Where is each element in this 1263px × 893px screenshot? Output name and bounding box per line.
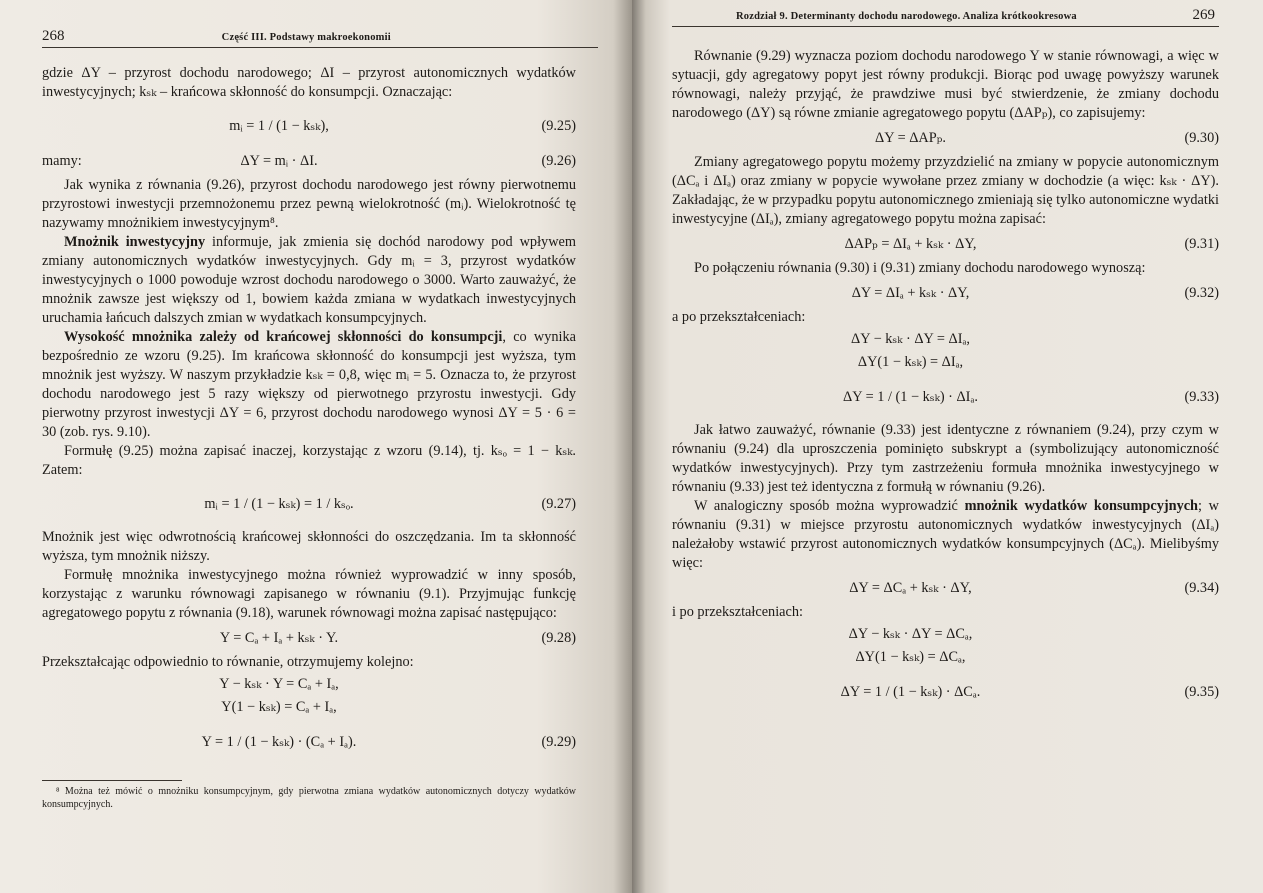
equation-formula: ΔY = ΔIₐ + kₛₖ · ΔY, <box>851 284 970 301</box>
equation-9-33 <box>672 377 1219 417</box>
equation-formula: Y − kₛₖ · Y = Cₐ + Iₐ, <box>219 675 339 692</box>
paragraph: Mnożnik inwestycyjny informuje, jak zmienia się dochód narodowy pod wpływem zmiany autonomicznych wydatków inwestycyjnych. Gdy mᵢ = 3, przyrost wydatków inwestycyjnych o 1000 powoduje wzrost dochodu narodowego o 3000. Warto zauważyć, że mnożnik zawsze jest większy od 1, bowiem każda zmiana w wydatkach inwestycyjnych uruchamia łańcuch dalszych zmian w wydatkach konsumpcyjnych. <box>42 234 576 326</box>
paragraph: gdzie ΔY – przyrost dochodu narodowego; ΔI – przyrost autonomicznych wydatków inwestycyjnych; kₛₖ – krańcowa skłonność do konsumpcji. Oznaczając: <box>42 65 576 100</box>
page-number: 269 <box>1192 7 1215 23</box>
equation-number: (9.33) <box>1184 388 1219 405</box>
running-head: Część III. Podstawy makroekonomii <box>221 32 391 43</box>
paragraph: Mnożnik jest więc odwrotnością krańcowej skłonności do oszczędzania. Im ta skłonność wyższa, tym mnożnik niższy. <box>42 529 576 564</box>
paragraph: Równanie (9.29) wyznacza poziom dochodu narodowego Y w stanie równowagi, a więc w sytuacji, gdy agregatowy popyt jest równy produkcji. Biorąc pod uwagę powyższy warunek równowagi, należy przyjąć, że prawdziwe musi być stwierdzenie, że zmiany dochodu narodowego (ΔY) są równe zmianie agregatowego popytu (ΔAPₚ), co zapisujemy: <box>672 48 1219 121</box>
paragraph: Po połączeniu równania (9.30) i (9.31) zmiany dochodu narodowego wynoszą: <box>694 260 1146 276</box>
equation-number: (9.28) <box>541 629 576 646</box>
bold-term: mnożnik wydatków konsumpcyjnych <box>964 498 1199 514</box>
page-number: 268 <box>42 28 65 44</box>
right-page-body <box>672 47 1219 712</box>
equation-formula: ΔY = ΔCₐ + kₛₖ · ΔY, <box>849 579 972 596</box>
equation-formula: ΔY = 1 / (1 − kₛₖ) · ΔIₐ. <box>843 388 978 405</box>
bold-term: Mnożnik inwestycyjny <box>64 234 206 250</box>
paragraph: a po przekształceniach: <box>672 309 806 325</box>
equation-line <box>672 351 1219 373</box>
equation-9-27 <box>42 484 576 524</box>
equation-formula: ΔY = ΔAPₚ. <box>875 129 946 146</box>
paragraph: Wysokość mnożnika zależy od krańcowej skłonności do konsumpcji, co wynika bezpośrednio ze wzoru (9.25). Im krańcowa skłonność do konsumpcji jest wyższa, tym mnożnik jest wyższy. W naszym przykładzie kₛₖ = 0,8, więc mᵢ = 5. Oznacza to, że przyrost dochodu narodowego jest 5 razy większy od pierwotnego przyrostu inwestycji. Gdy pierwotny przyrost inwestycji ΔY = 6, przyrost dochodu narodowego wynosi ΔY = 5 · 6 = 30 (zob. rys. 9.10). <box>42 329 577 440</box>
equation-number: (9.31) <box>1184 235 1219 252</box>
equation-9-25 <box>42 106 576 146</box>
equation-formula: ΔY = 1 / (1 − kₛₖ) · ΔCₐ. <box>840 683 981 700</box>
equation-line <box>672 328 1219 350</box>
paragraph: W analogiczny sposób można wyprowadzić mnożnik wydatków konsumpcyjnych; w równaniu (9.31) w miejsce przyrostu autonomicznych wydatków inwestycyjnych (ΔIₐ) należałoby wstawić przyrost autonomicznych wydatków konsumpcyjnych (ΔCₐ). Mielibyśmy więc: <box>672 498 1219 571</box>
equation-line <box>42 673 576 695</box>
equation-number: (9.35) <box>1184 683 1219 700</box>
equation-line <box>672 646 1219 668</box>
equation-line <box>672 623 1219 645</box>
equation-formula: Y = 1 / (1 − kₛₖ) · (Cₐ + Iₐ). <box>201 733 357 750</box>
equation-9-29 <box>42 722 576 762</box>
equation-9-34 <box>672 577 1219 599</box>
paragraph: Jak wynika z równania (9.26), przyrost dochodu narodowego jest równy pierwotnemu przyrostowi inwestycji przemnożonemu przez pewną wielokrotność (mᵢ). Wielokrotność tę nazywamy mnożnikiem inwestycyjnym⁸. <box>42 177 576 231</box>
paragraph: Jak łatwo zauważyć, równanie (9.33) jest identyczne z równaniem (9.24), przy czym w równaniu (9.24) dla uproszczenia pominięto subskrypt a (symbolizujący autonomiczność wydatków inwestycyjnych). Przy tym zastrzeżeniu formuła mnożnika inwestycyjnego w równaniu (9.33) jest też identyczna z formułą w równaniu (9.26). <box>672 422 1219 495</box>
equation-number: (9.30) <box>1184 129 1219 146</box>
running-head: Rozdział 9. Determinanty dochodu narodowego. Analiza krótkookresowa <box>736 11 1077 22</box>
equation-number: (9.34) <box>1184 579 1219 596</box>
paragraph: i po przekształceniach: <box>672 604 803 620</box>
equation-formula: mᵢ = 1 / (1 − kₛₖ) = 1 / kₛₒ. <box>204 495 354 512</box>
equation-9-28 <box>42 627 576 649</box>
equation-formula: ΔY(1 − kₛₖ) = ΔCₐ, <box>855 648 966 665</box>
equation-number: (9.25) <box>541 117 576 134</box>
equation-number: (9.27) <box>541 495 576 512</box>
footnote: ⁸ Można też mówić o mnożniku konsumpcyjnym, gdy pierwotna zmiana wydatków autonomicznych dotyczy wydatków konsumpcyjnych. <box>42 786 576 810</box>
paragraph: Zmiany agregatowego popytu możemy przyzdzielić na zmiany w popycie autonomicznym (ΔCₐ i ΔIₐ) oraz zmiany w popycie wywołane przez zmiany w dochodzie (a więc: kₛₖ · ΔY). Zakładając, że w przypadku popytu autonomicznego zmieniają się tylko autonomiczne wydatki inwestycyjne (ΔIₐ), zmiany agregatowego popytu można zapisać: <box>672 154 1219 227</box>
equation-formula: ΔY(1 − kₛₖ) = ΔIₐ, <box>857 353 964 370</box>
left-page-body <box>42 64 598 811</box>
equation-line <box>42 696 576 718</box>
footnote-divider <box>42 780 182 781</box>
paragraph: Formułę (9.25) można zapisać inaczej, korzystając z wzoru (9.14), tj. kₛₒ = 1 − kₛₖ. Zatem: <box>42 443 576 478</box>
equation-9-35 <box>672 672 1219 712</box>
equation-formula: mᵢ = 1 / (1 − kₛₖ), <box>229 117 329 134</box>
paragraph: Przekształcając odpowiednio to równanie, otrzymujemy kolejno: <box>42 654 414 670</box>
equation-number: (9.26) <box>541 152 576 169</box>
equation-formula: ΔY − kₛₖ · ΔY = ΔCₐ, <box>848 625 973 642</box>
equation-9-26 <box>42 150 576 172</box>
equation-formula: ΔAPₚ = ΔIₐ + kₛₖ · ΔY, <box>844 235 977 252</box>
equation-formula: Y(1 − kₛₖ) = Cₐ + Iₐ, <box>221 698 337 715</box>
equation-number: (9.32) <box>1184 284 1219 301</box>
equation-number: (9.29) <box>541 733 576 750</box>
paragraph: Formułę mnożnika inwestycyjnego można również wyprowadzić w inny sposób, korzystając z warunku równowagi zapisanego w równaniu (9.1). Przyjmując funkcję agregatowego popytu z równania (9.18), warunek równowagi można zapisać następująco: <box>42 567 576 621</box>
equation-formula: ΔY − kₛₖ · ΔY = ΔIₐ, <box>851 330 970 347</box>
right-page <box>632 0 1263 893</box>
equation-lead-text: mamy: <box>42 152 82 169</box>
equation-9-32 <box>672 282 1219 304</box>
equation-9-30 <box>672 127 1219 149</box>
equation-9-31 <box>672 233 1219 255</box>
left-running-header <box>42 28 598 48</box>
equation-formula: Y = Cₐ + Iₐ + kₛₖ · Y. <box>219 629 339 646</box>
right-running-header <box>672 7 1219 27</box>
equation-formula: ΔY = mᵢ · ΔI. <box>240 152 318 169</box>
bold-term: Wysokość mnożnika zależy od krańcowej skłonności do konsumpcji <box>64 329 503 345</box>
